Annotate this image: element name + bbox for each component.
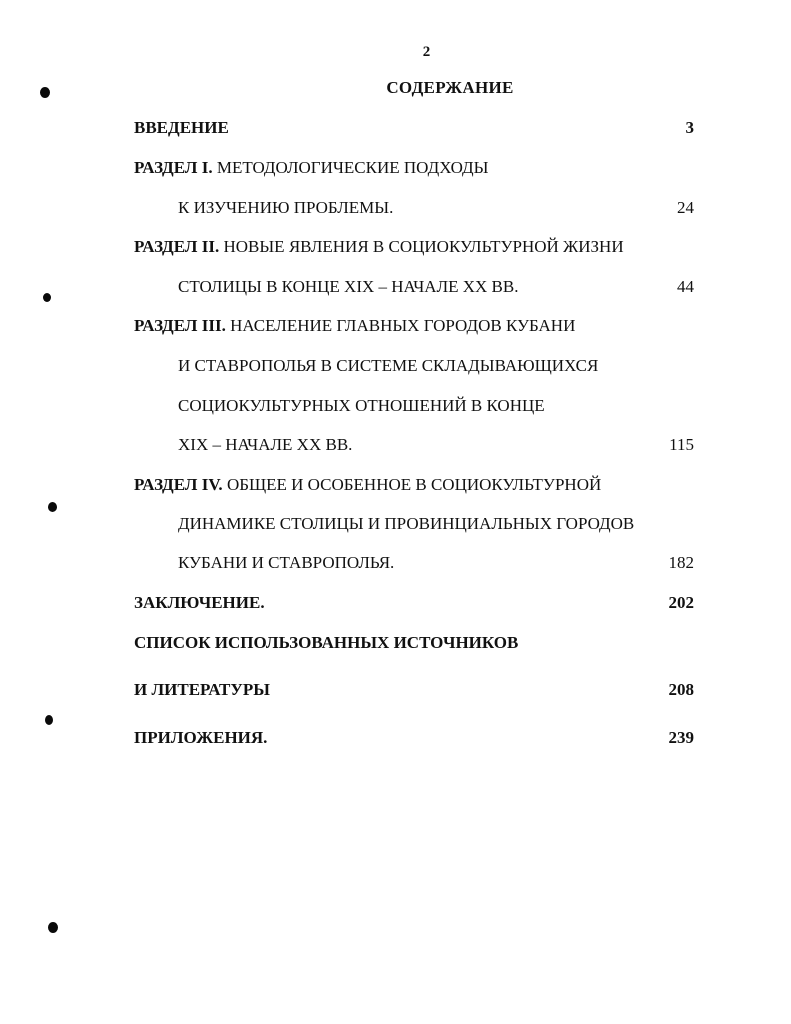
page-title: СОДЕРЖАНИЕ <box>386 78 514 97</box>
toc-entry-intro: ВВЕДЕНИЕ <box>134 118 229 137</box>
toc-page-section-1: 24 <box>677 198 694 217</box>
toc-page-section-4: 182 <box>668 553 694 572</box>
toc-section-prefix: РАЗДЕЛ IV. <box>134 475 223 494</box>
toc-page-section-2: 44 <box>677 277 694 296</box>
toc-entry-section-3-cont: XIX – НАЧАЛЕ XX ВВ. <box>178 435 353 454</box>
toc-page-conclusion: 202 <box>668 593 694 612</box>
toc-page-section-3: 115 <box>669 435 694 454</box>
toc-section-title: МЕТОДОЛОГИЧЕСКИЕ ПОДХОДЫ <box>216 158 489 177</box>
toc-section-title: НОВЫЕ ЯВЛЕНИЯ В СОЦИОКУЛЬТУРНОЙ ЖИЗНИ <box>223 237 624 256</box>
punch-hole <box>48 922 58 933</box>
punch-hole <box>48 502 57 512</box>
toc-section-prefix: РАЗДЕЛ III. <box>134 316 226 335</box>
toc-entry-section-2-cont: СТОЛИЦЫ В КОНЦЕ XIX – НАЧАЛЕ XX ВВ. <box>178 277 519 296</box>
toc-entry-section-4 <box>134 475 601 495</box>
toc-section-prefix: РАЗДЕЛ II. <box>134 237 220 256</box>
page-number: 2 <box>422 44 431 60</box>
toc-section-title: НАСЕЛЕНИЕ ГЛАВНЫХ ГОРОДОВ КУБАНИ <box>230 316 576 335</box>
toc-entry-section-1 <box>134 158 488 178</box>
toc-entry-section-3-cont: СОЦИОКУЛЬТУРНЫХ ОТНОШЕНИЙ В КОНЦЕ <box>178 396 545 415</box>
toc-page-sources: 208 <box>668 680 694 699</box>
toc-section-title: ОБЩЕЕ И ОСОБЕННОЕ В СОЦИОКУЛЬТУРНОЙ <box>226 475 602 494</box>
punch-hole <box>45 715 53 725</box>
toc-entry-section-3-cont: И СТАВРОПОЛЬЯ В СИСТЕМЕ СКЛАДЫВАЮЩИХСЯ <box>178 356 599 375</box>
toc-entry-appendix: ПРИЛОЖЕНИЯ. <box>134 728 268 747</box>
toc-section-prefix: РАЗДЕЛ I. <box>134 158 213 177</box>
punch-hole <box>43 293 51 302</box>
toc-entry-conclusion: ЗАКЛЮЧЕНИЕ. <box>134 593 265 612</box>
toc-entry-section-3 <box>134 316 575 336</box>
toc-entry-section-4-cont: ДИНАМИКЕ СТОЛИЦЫ И ПРОВИНЦИАЛЬНЫХ ГОРОДОВ <box>178 514 635 533</box>
toc-entry-section-2 <box>134 237 624 257</box>
toc-entry-sources-cont: И ЛИТЕРАТУРЫ <box>134 680 270 699</box>
toc-entry-section-1-cont: К ИЗУЧЕНИЮ ПРОБЛЕМЫ. <box>178 198 394 217</box>
toc-entry-sources: СПИСОК ИСПОЛЬЗОВАННЫХ ИСТОЧНИКОВ <box>134 633 519 652</box>
toc-page-intro: 3 <box>685 118 694 137</box>
toc-page-appendix: 239 <box>668 728 694 747</box>
toc-entry-section-4-cont: КУБАНИ И СТАВРОПОЛЬЯ. <box>178 553 395 572</box>
